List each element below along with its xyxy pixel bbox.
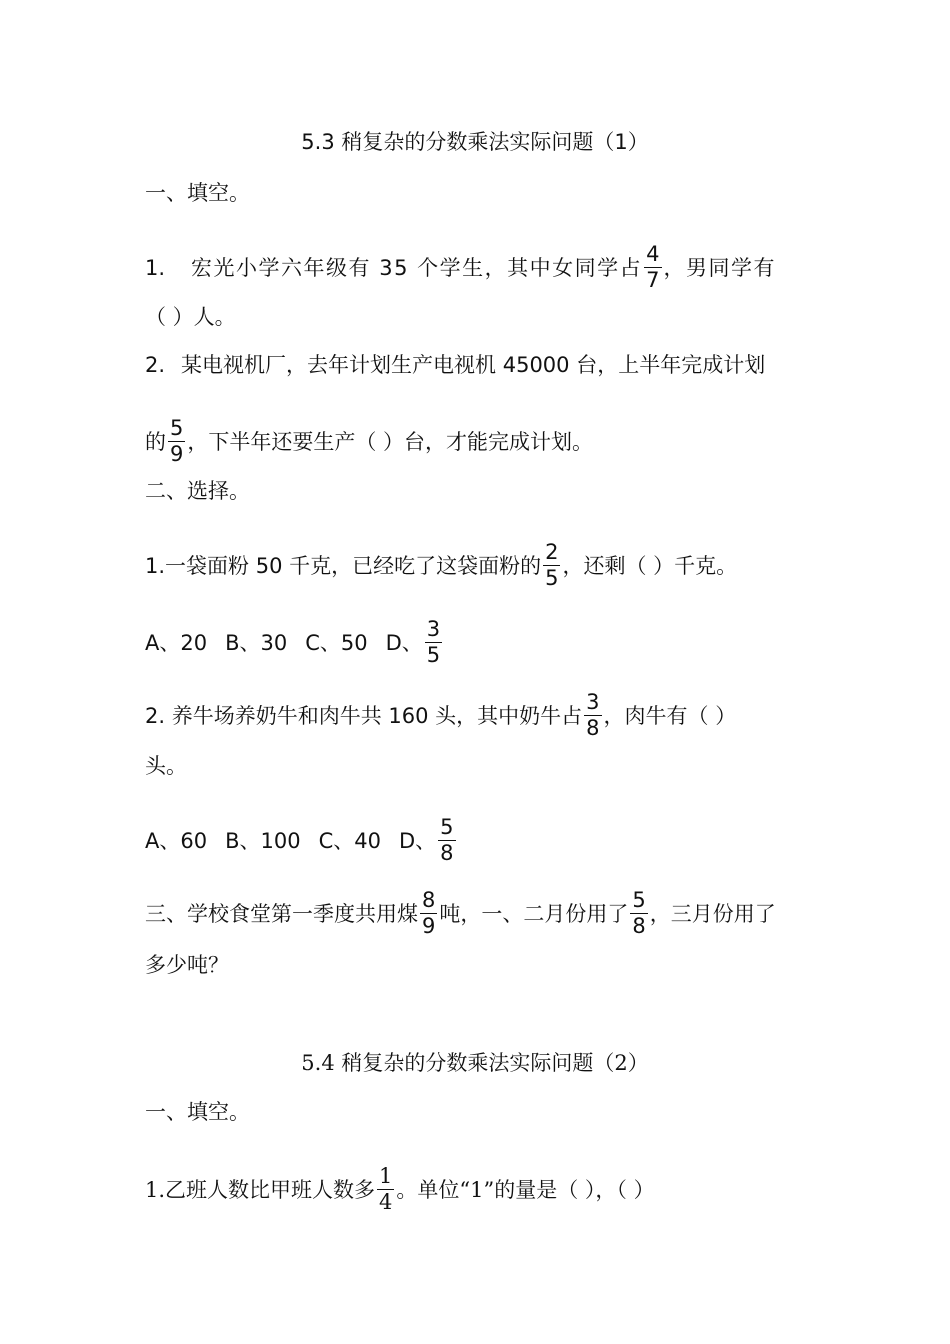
question-text: ，三月份用了 bbox=[649, 902, 776, 926]
option-d: D、 bbox=[385, 631, 423, 655]
question-text: 的 bbox=[145, 430, 166, 454]
choice-1-options bbox=[145, 619, 444, 666]
question-text: 某电视机厂，去年计划生产电视机 45000 台，上半年完成计划 bbox=[181, 353, 766, 377]
question-number: 2. bbox=[145, 353, 166, 377]
fraction: $\frac{4}{7}$ bbox=[646, 242, 660, 292]
heading-choice: 二、选择。 bbox=[145, 479, 250, 503]
question-number: 1. bbox=[145, 256, 166, 280]
option-a: A、20 bbox=[145, 631, 208, 655]
option-b: B、30 bbox=[225, 631, 288, 655]
question-text: 1.一袋面粉 50 千克，已经吃了这袋面粉的 bbox=[145, 554, 542, 578]
fraction: $\frac{5}{9}$ bbox=[170, 416, 184, 466]
choice-2-line-2: 头。 bbox=[145, 754, 187, 778]
question-1-line-1 bbox=[145, 244, 776, 291]
fraction: $\frac{5}{8}$ bbox=[632, 888, 646, 938]
question-text: ，肉牛有（ ） bbox=[603, 704, 737, 728]
option-c: C、40 bbox=[318, 829, 381, 853]
question-text: 1.乙班人数比甲班人数多 bbox=[145, 1178, 376, 1202]
section-title-5-4: 5.4 稍复杂的分数乘法实际问题（2） bbox=[301, 1051, 649, 1075]
heading-fill-blank-2: 一、填空。 bbox=[145, 1100, 250, 1124]
question-2-line-1 bbox=[145, 353, 765, 377]
question-text: 。单位“1”的量是（ ），（ ） bbox=[396, 1178, 655, 1202]
option-b: B、100 bbox=[225, 829, 301, 853]
question-text: ，男同学有 bbox=[663, 256, 776, 280]
fraction: $\frac{2}{5}$ bbox=[545, 540, 559, 590]
question-text: 吨，一、二月份用了 bbox=[439, 902, 629, 926]
choice-2-options bbox=[145, 817, 458, 864]
fraction: $\frac{8}{9}$ bbox=[422, 888, 436, 938]
section-5-4-question-1 bbox=[145, 1166, 655, 1213]
option-a: A、60 bbox=[145, 829, 208, 853]
question-1-line-2: （ ）人。 bbox=[145, 305, 236, 329]
section-3-line-2: 多少吨？ bbox=[145, 953, 229, 977]
fraction: $\frac{3}{8}$ bbox=[586, 690, 600, 740]
option-c: C、50 bbox=[305, 631, 368, 655]
question-text: 宏光小学六年级有 35 个学生，其中女同学占 bbox=[191, 256, 643, 280]
heading-fill-blank: 一、填空。 bbox=[145, 181, 250, 205]
section-title-5-3: 5.3 稍复杂的分数乘法实际问题（1） bbox=[301, 130, 649, 154]
fraction: $\frac{5}{8}$ bbox=[440, 815, 454, 865]
fraction: $\frac{1}{4}$ bbox=[379, 1164, 393, 1214]
choice-2-question bbox=[145, 692, 736, 739]
section-3-question bbox=[145, 890, 776, 937]
question-text: ，下半年还要生产（ ）台，才能完成计划。 bbox=[187, 430, 594, 454]
option-d: D、 bbox=[398, 829, 437, 853]
question-2-line-2 bbox=[145, 418, 593, 465]
question-text: ，还剩（ ）千克。 bbox=[562, 554, 738, 578]
question-text: 三、学校食堂第一季度共用煤 bbox=[145, 902, 418, 926]
choice-1-question bbox=[145, 542, 737, 589]
fraction: $\frac{3}{5}$ bbox=[426, 617, 441, 667]
question-text: 2. 养牛场养奶牛和肉牛共 160 头，其中奶牛占 bbox=[145, 704, 583, 728]
